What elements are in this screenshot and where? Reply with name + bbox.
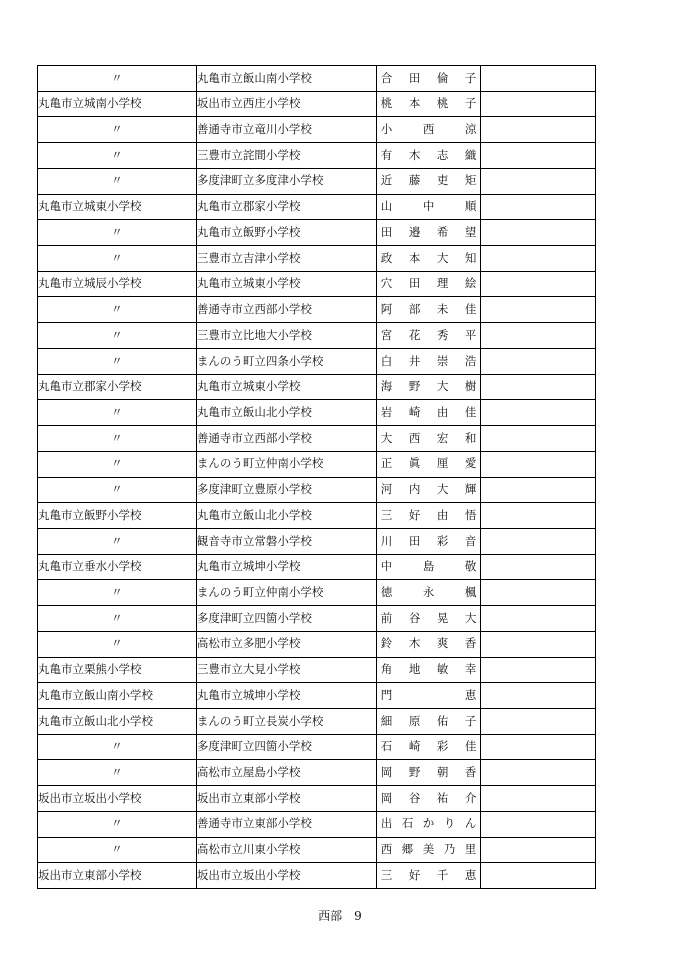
new-school-cell: 高松市立川東小学校 — [196, 837, 376, 863]
current-school-cell: 〃 — [38, 528, 197, 554]
current-school-cell: 〃 — [38, 400, 197, 426]
teacher-name: 徳 永 楓 — [380, 584, 477, 599]
teacher-name: 門 恵 — [380, 687, 477, 702]
new-school-cell: まんのう町立長炭小学校 — [196, 708, 376, 734]
current-school-cell: 〃 — [38, 451, 197, 477]
teacher-name-cell — [376, 708, 481, 734]
new-school-cell: 善通寺市立西部小学校 — [196, 297, 376, 323]
note-cell — [481, 374, 596, 400]
teacher-name: 岩 崎 由 佳 — [380, 404, 477, 419]
teacher-name-cell — [376, 91, 481, 117]
current-school-cell: 〃 — [38, 837, 197, 863]
note-cell — [481, 477, 596, 503]
teacher-name: 合 田 倫 子 — [380, 70, 477, 85]
teacher-name-cell — [376, 606, 481, 632]
teacher-name: 正 眞 厘 愛 — [380, 456, 477, 471]
note-cell — [481, 606, 596, 632]
teacher-name: 岡 谷 祐 介 — [380, 790, 477, 805]
current-school-cell: 〃 — [38, 143, 197, 169]
table-row — [38, 863, 596, 889]
note-cell — [481, 451, 596, 477]
note-cell — [481, 297, 596, 323]
new-school-cell: 観音寺市立常磐小学校 — [196, 528, 376, 554]
new-school-cell: 善通寺市立西部小学校 — [196, 426, 376, 452]
current-school-cell: 〃 — [38, 297, 197, 323]
note-cell — [481, 734, 596, 760]
teacher-name-cell — [376, 348, 481, 374]
current-school-cell: 〃 — [38, 606, 197, 632]
note-cell — [481, 811, 596, 837]
current-school-cell: 丸亀市立垂水小学校 — [38, 554, 197, 580]
table-row — [38, 528, 596, 554]
table-row — [38, 66, 596, 92]
note-cell — [481, 554, 596, 580]
note-cell — [481, 786, 596, 812]
table-row — [38, 760, 596, 786]
current-school-cell: 坂出市立坂出小学校 — [38, 786, 197, 812]
teacher-name: 海 野 大 樹 — [380, 379, 477, 394]
teacher-name-cell — [376, 297, 481, 323]
teacher-name-cell — [376, 400, 481, 426]
table-row — [38, 837, 596, 863]
note-cell — [481, 426, 596, 452]
new-school-cell: 高松市立屋島小学校 — [196, 760, 376, 786]
table-row — [38, 451, 596, 477]
teacher-name: 穴 田 理 絵 — [380, 276, 477, 291]
table-row — [38, 117, 596, 143]
table-row — [38, 477, 596, 503]
note-cell — [481, 631, 596, 657]
table-row — [38, 811, 596, 837]
new-school-cell: 多度津町立四箇小学校 — [196, 606, 376, 632]
teacher-name: 山 中 順 — [380, 199, 477, 214]
table-row — [38, 708, 596, 734]
current-school-cell: 丸亀市立城南小学校 — [38, 91, 197, 117]
new-school-cell: 丸亀市立城坤小学校 — [196, 554, 376, 580]
table-row — [38, 323, 596, 349]
table-row — [38, 194, 596, 220]
table-row — [38, 220, 596, 246]
current-school-cell: 丸亀市立飯山南小学校 — [38, 683, 197, 709]
current-school-cell: 〃 — [38, 246, 197, 272]
new-school-cell: 多度津町立多度津小学校 — [196, 168, 376, 194]
new-school-cell: 坂出市立坂出小学校 — [196, 863, 376, 889]
note-cell — [481, 708, 596, 734]
teacher-name-cell — [376, 194, 481, 220]
new-school-cell: 坂出市立東部小学校 — [196, 786, 376, 812]
new-school-cell: 丸亀市立飯山南小学校 — [196, 66, 376, 92]
new-school-cell: まんのう町立四条小学校 — [196, 348, 376, 374]
new-school-cell: 多度津町立四箇小学校 — [196, 734, 376, 760]
note-cell — [481, 863, 596, 889]
note-cell — [481, 528, 596, 554]
teacher-name-cell — [376, 631, 481, 657]
current-school-cell: 〃 — [38, 631, 197, 657]
teacher-name-cell — [376, 374, 481, 400]
teacher-name-cell — [376, 760, 481, 786]
teacher-name-cell — [376, 554, 481, 580]
table-row — [38, 168, 596, 194]
table-row — [38, 297, 596, 323]
teacher-name: 近 藤 吏 矩 — [380, 173, 477, 188]
teacher-name: 三 好 千 恵 — [380, 867, 477, 882]
table-row — [38, 554, 596, 580]
new-school-cell: 三豊市立大見小学校 — [196, 657, 376, 683]
new-school-cell: 三豊市立比地大小学校 — [196, 323, 376, 349]
current-school-cell: 〃 — [38, 734, 197, 760]
new-school-cell: 高松市立多肥小学校 — [196, 631, 376, 657]
teacher-name: 石 崎 彩 佳 — [380, 739, 477, 754]
current-school-cell: 丸亀市立栗熊小学校 — [38, 657, 197, 683]
teacher-name-cell — [376, 811, 481, 837]
teacher-name: 有 木 志 織 — [380, 147, 477, 162]
teacher-name-cell — [376, 503, 481, 529]
teacher-name-cell — [376, 143, 481, 169]
note-cell — [481, 220, 596, 246]
current-school-cell: 坂出市立東部小学校 — [38, 863, 197, 889]
teacher-name: 三 好 由 悟 — [380, 507, 477, 522]
teacher-name: 前 谷 晃 大 — [380, 610, 477, 625]
teacher-name: 河 内 大 輝 — [380, 482, 477, 497]
teacher-name: 出 石 か り ん — [380, 816, 477, 831]
note-cell — [481, 683, 596, 709]
note-cell — [481, 323, 596, 349]
teacher-name: 細 原 佑 子 — [380, 713, 477, 728]
teacher-name-cell — [376, 837, 481, 863]
new-school-cell: 丸亀市立郡家小学校 — [196, 194, 376, 220]
note-cell — [481, 246, 596, 272]
table-row — [38, 631, 596, 657]
table-row — [38, 143, 596, 169]
new-school-cell: 善通寺市立東部小学校 — [196, 811, 376, 837]
teacher-name: 阿 部 未 佳 — [380, 302, 477, 317]
teacher-name-cell — [376, 657, 481, 683]
teacher-name-cell — [376, 683, 481, 709]
table-row — [38, 246, 596, 272]
new-school-cell: 坂出市立西庄小学校 — [196, 91, 376, 117]
note-cell — [481, 760, 596, 786]
note-cell — [481, 194, 596, 220]
table-row — [38, 400, 596, 426]
current-school-cell: 丸亀市立城東小学校 — [38, 194, 197, 220]
teacher-name: 角 地 敏 幸 — [380, 662, 477, 677]
table-body — [38, 66, 596, 889]
teacher-name: 小 西 涼 — [380, 122, 477, 137]
teacher-name-cell — [376, 786, 481, 812]
current-school-cell: 丸亀市立飯野小学校 — [38, 503, 197, 529]
teacher-name-cell — [376, 323, 481, 349]
teacher-name: 中 島 敬 — [380, 559, 477, 574]
new-school-cell: 三豊市立詫間小学校 — [196, 143, 376, 169]
note-cell — [481, 348, 596, 374]
table-row — [38, 271, 596, 297]
current-school-cell: 〃 — [38, 811, 197, 837]
new-school-cell: 丸亀市立城東小学校 — [196, 271, 376, 297]
teacher-name: 大 西 宏 和 — [380, 430, 477, 445]
teacher-name: 田 邉 希 望 — [380, 224, 477, 239]
new-school-cell: 丸亀市立城坤小学校 — [196, 683, 376, 709]
note-cell — [481, 837, 596, 863]
table-row — [38, 657, 596, 683]
teacher-name-cell — [376, 734, 481, 760]
new-school-cell: 丸亀市立飯山北小学校 — [196, 503, 376, 529]
table-row — [38, 503, 596, 529]
teacher-name-cell — [376, 220, 481, 246]
current-school-cell: 〃 — [38, 348, 197, 374]
note-cell — [481, 168, 596, 194]
teacher-name-cell — [376, 477, 481, 503]
teacher-name: 白 井 崇 浩 — [380, 353, 477, 368]
new-school-cell: 多度津町立豊原小学校 — [196, 477, 376, 503]
teacher-name: 宮 花 秀 平 — [380, 327, 477, 342]
current-school-cell: 丸亀市立城辰小学校 — [38, 271, 197, 297]
note-cell — [481, 143, 596, 169]
new-school-cell: 丸亀市立飯山北小学校 — [196, 400, 376, 426]
note-cell — [481, 66, 596, 92]
new-school-cell: 三豊市立吉津小学校 — [196, 246, 376, 272]
teacher-name: 政 本 大 知 — [380, 250, 477, 265]
page-number: 西部 9 — [318, 909, 362, 923]
note-cell — [481, 91, 596, 117]
note-cell — [481, 117, 596, 143]
note-cell — [481, 400, 596, 426]
teacher-name-cell — [376, 528, 481, 554]
current-school-cell: 〃 — [38, 168, 197, 194]
transfer-table — [37, 65, 596, 889]
current-school-cell: 〃 — [38, 66, 197, 92]
teacher-name-cell — [376, 168, 481, 194]
teacher-name-cell — [376, 117, 481, 143]
teacher-name: 桃 本 桃 子 — [380, 96, 477, 111]
table-row — [38, 426, 596, 452]
teacher-name-cell — [376, 863, 481, 889]
teacher-name: 西 郷 美 乃 里 — [380, 842, 477, 857]
new-school-cell: まんのう町立仲南小学校 — [196, 580, 376, 606]
table-row — [38, 683, 596, 709]
note-cell — [481, 580, 596, 606]
teacher-name: 岡 野 朝 香 — [380, 765, 477, 780]
current-school-cell: 〃 — [38, 220, 197, 246]
teacher-name-cell — [376, 66, 481, 92]
current-school-cell: 〃 — [38, 117, 197, 143]
note-cell — [481, 503, 596, 529]
current-school-cell: 〃 — [38, 760, 197, 786]
current-school-cell: 〃 — [38, 426, 197, 452]
teacher-name-cell — [376, 271, 481, 297]
current-school-cell: 丸亀市立郡家小学校 — [38, 374, 197, 400]
note-cell — [481, 271, 596, 297]
new-school-cell: 丸亀市立飯野小学校 — [196, 220, 376, 246]
table-row — [38, 580, 596, 606]
table-row — [38, 786, 596, 812]
teacher-name-cell — [376, 246, 481, 272]
table-row — [38, 374, 596, 400]
table-row — [38, 91, 596, 117]
current-school-cell: 丸亀市立飯山北小学校 — [38, 708, 197, 734]
teacher-name: 鈴 木 爽 香 — [380, 636, 477, 651]
teacher-name: 川 田 彩 音 — [380, 533, 477, 548]
current-school-cell: 〃 — [38, 580, 197, 606]
current-school-cell: 〃 — [38, 477, 197, 503]
teacher-name-cell — [376, 580, 481, 606]
new-school-cell: まんのう町立仲南小学校 — [196, 451, 376, 477]
new-school-cell: 善通寺市立竜川小学校 — [196, 117, 376, 143]
new-school-cell: 丸亀市立城東小学校 — [196, 374, 376, 400]
note-cell — [481, 657, 596, 683]
table-row — [38, 348, 596, 374]
teacher-name-cell — [376, 426, 481, 452]
teacher-name-cell — [376, 451, 481, 477]
table-row — [38, 606, 596, 632]
table-row — [38, 734, 596, 760]
current-school-cell: 〃 — [38, 323, 197, 349]
